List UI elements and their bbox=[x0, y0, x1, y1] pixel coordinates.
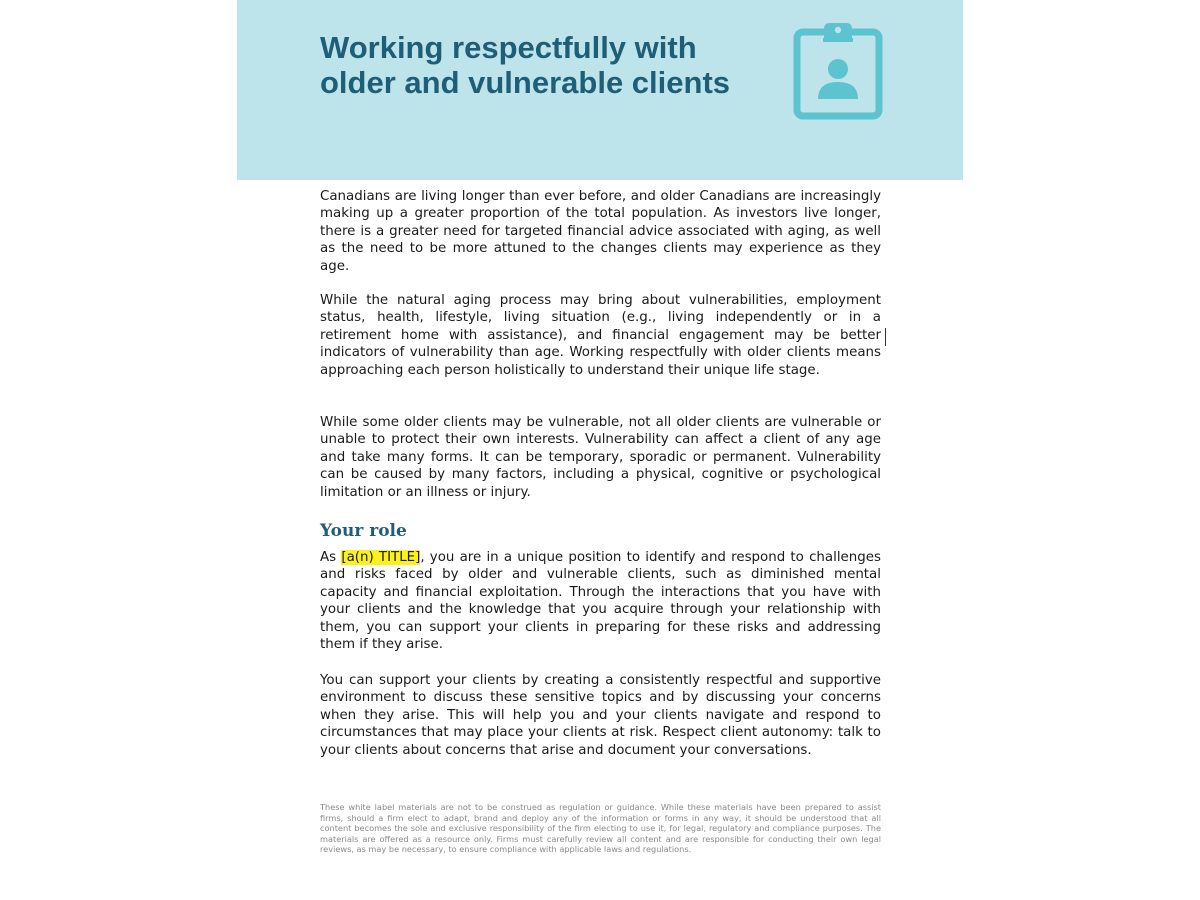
role-paragraph-prefix: As bbox=[320, 550, 342, 565]
role-paragraph-2: You can support your clients by creating a consistently respectful and supportive environment to discuss these sensitive topics and by discussing your concerns when they arise. This will help you and your clients navigate and respond to circumstances that may place your clients at risk. Respect client autonomy: talk to your clients about concerns that arise and document your conversations. bbox=[320, 673, 881, 758]
disclaimer-text: These white label materials are not to be construed as regulation or guidance. While these materials have been prepared to assist firms, should a firm elect to adapt, brand and deploy any of the information or forms in any way, it should be understood that all content becomes the sole and exclusive responsibility of the firm electing to use it, for legal, regulatory and compliance purposes. The materials are offered as a resource only. Firms must carefully review all content and are responsible for conducting their own legal reviews, as may be necessary, to ensure compliance with applicable laws and regulations. bbox=[320, 802, 881, 855]
role-paragraph-1 bbox=[320, 549, 881, 653]
role-paragraph-rest: , you are in a unique position to identify and respond to challenges and risks faced by older and vulnerable clients, such as diminished mental capacity and financial exploitation. Through the interactions that you have with your clients and the knowledge that you acquire through your relationship with them, you can support your clients in preparing for these risks and addressing them if they arise. bbox=[320, 550, 881, 653]
document-page bbox=[237, 0, 963, 900]
title-placeholder-highlight[interactable]: [a(n) TITLE] bbox=[341, 550, 421, 565]
header-banner bbox=[237, 0, 963, 180]
clipboard-person-icon bbox=[793, 20, 885, 120]
intro-paragraph-3: While some older clients may be vulnerable, not all older clients are vulnerable or unable to protect their own interests. Vulnerability can affect a client of any age and take many forms. It can be temporary, sporadic or permanent. Vulnerability can be caused by many factors, including a physical, cognitive or psychological limitation or an illness or injury. bbox=[320, 415, 881, 500]
intro-paragraph-2: While the natural aging process may bring about vulnerabilities, employment status, health, lifestyle, living situation (e.g., living independently or in a retirement home with assistance), and financial engagement may be better indicators of vulnerability than age. Working respectfully with older clients means approaching each person holistically to understand their unique life stage. bbox=[320, 293, 881, 378]
page-title: Working respectfully with older and vulnerable clients bbox=[320, 30, 731, 100]
intro-paragraph-1: Canadians are living longer than ever before, and older Canadians are increasingly making up a greater proportion of the total population. As investors live longer, there is a greater need for targeted financial advice associated with aging, as well as the need to be more attuned to the changes clients may experience as they age. bbox=[320, 189, 881, 274]
text-cursor bbox=[885, 328, 886, 346]
section-heading-your-role: Your role bbox=[320, 521, 407, 541]
